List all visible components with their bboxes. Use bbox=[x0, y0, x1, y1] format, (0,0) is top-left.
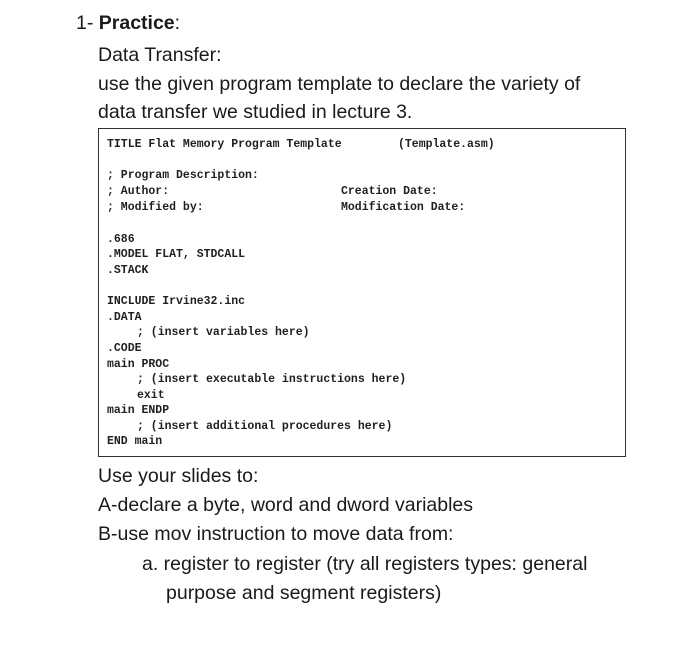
author-comment: ; Author: bbox=[107, 185, 170, 198]
cpu-directive: .686 bbox=[107, 233, 135, 246]
exit-line: exit bbox=[137, 389, 165, 402]
item-a: A-declare a byte, word and dword variables bbox=[98, 494, 474, 516]
variables-comment: ; (insert variables here) bbox=[137, 326, 310, 339]
modified-by-comment: ; Modified by: bbox=[107, 201, 204, 214]
main-endp-line: main ENDP bbox=[107, 404, 170, 417]
heading-title: Practice bbox=[98, 12, 175, 34]
data-transfer-subtitle: Data Transfer: bbox=[98, 44, 222, 66]
main-proc-line: main PROC bbox=[107, 358, 170, 371]
intro-line-2: data transfer we studied in lecture 3. bbox=[98, 101, 413, 123]
program-description-comment: ; Program Description: bbox=[107, 169, 259, 182]
practice-heading bbox=[76, 10, 180, 36]
template-title: TITLE Flat Memory Program Template bbox=[107, 138, 342, 151]
include-directive: INCLUDE Irvine32.inc bbox=[107, 295, 246, 308]
slides-intro: Use your slides to: bbox=[98, 465, 259, 487]
modification-date-label: Modification Date: bbox=[341, 201, 466, 214]
intro-line-1: use the given program template to declare the variety of bbox=[98, 73, 581, 95]
sub-item-a-line-2: purpose and segment registers) bbox=[166, 582, 442, 604]
executable-comment: ; (insert executable instructions here) bbox=[137, 373, 407, 386]
item-b: B-use mov instruction to move data from: bbox=[98, 523, 454, 545]
procedures-comment: ; (insert additional procedures here) bbox=[137, 420, 393, 433]
end-main-line: END main bbox=[107, 435, 163, 448]
data-directive: .DATA bbox=[107, 311, 142, 324]
program-template-box bbox=[98, 128, 626, 457]
stack-directive: .STACK bbox=[107, 264, 149, 277]
code-directive: .CODE bbox=[107, 342, 142, 355]
heading-colon: : bbox=[174, 12, 181, 34]
creation-date-label: Creation Date: bbox=[341, 185, 438, 198]
heading-number: 1- bbox=[76, 12, 94, 34]
template-filename: (Template.asm) bbox=[398, 138, 495, 151]
model-directive: .MODEL FLAT, STDCALL bbox=[107, 248, 246, 261]
sub-item-a-line-1: a. register to register (try all registers types: general bbox=[142, 553, 588, 575]
